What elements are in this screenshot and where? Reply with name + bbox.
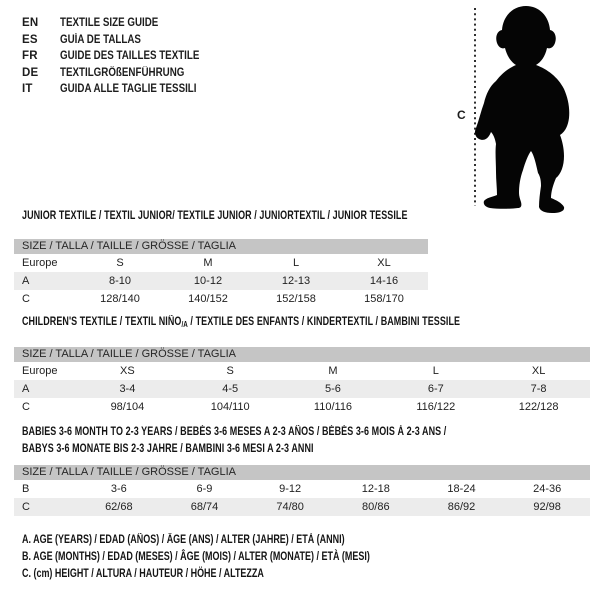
value-cell: 10-12 [193,275,223,287]
babies-title-line1: BABIES 3-6 MONTH TO 2-3 YEARS / BEBÉS 3-6 MESES A 2-3 AÑOS / BÉBÉS 3-6 MOIS À 2-3 ANS / [22,426,447,438]
value-cell: 86/92 [447,501,476,513]
value-cell: 80/86 [362,501,390,513]
language-code: IT [22,83,33,95]
language-code: DE [22,66,39,79]
row-label: A [22,275,30,287]
size-cell: S [226,365,234,377]
footnote-legend [22,532,370,583]
size-header-bar: SIZE / TALLA / TAILLE / GRÖSSE / TAGLIA [14,239,428,254]
babies-size-table [14,465,590,516]
size-cell: M [203,257,213,269]
table-row [14,272,428,290]
value-cell: 12-13 [281,275,311,287]
value-cell: 14-16 [369,275,399,287]
children-table-title [22,316,460,329]
value-cell: 152/158 [276,293,316,305]
value-cell: 104/110 [210,401,250,413]
value-cell: 122/128 [518,401,559,413]
babies-title-line2: BABYS 3-6 MONATE BIS 2-3 JAHRE / BAMBINI 3-6 MESI A 2-3 ANNI [22,443,314,455]
value-cell: 8-10 [108,275,132,287]
language-row [22,32,224,49]
size-cell: L [432,365,439,377]
value-cell: 128/140 [100,293,140,305]
language-title: GUIDA ALLE TAGLIE TESSILI [60,83,197,95]
table-row [14,498,590,516]
language-code: ES [22,33,38,46]
table-row [14,398,590,416]
footnote-a: A. AGE (YEARS) / EDAD (AÑOS) / ÂGE (ANS) / ALTER (JAHRE) / ETÀ (ANNI) [22,534,345,546]
language-title: TEXTILGRÖßENFÜHRUNG [60,66,185,79]
size-header-bar: SIZE / TALLA / TAILLE / GRÖSSE / TAGLIA [14,347,590,362]
row-label: A [22,383,30,395]
value-cell: 18-24 [447,483,476,495]
value-cell: 68/74 [190,501,219,513]
children-size-table [14,347,590,416]
size-cell: XL [531,365,546,377]
table-row [14,480,590,498]
row-label: C [22,401,30,413]
value-cell: 9-12 [279,483,302,495]
value-cell: 6-9 [196,483,213,495]
value-cell: 3-6 [110,483,127,495]
baby-silhouette [475,6,569,213]
children-title-subscript: /A [181,320,188,329]
junior-table-title: JUNIOR TEXTILE / TEXTIL JUNIOR/ TEXTILE JUNIOR / JUNIORTEXTIL / JUNIOR TESSILE [22,210,408,222]
table-row [14,254,428,272]
table-row [14,362,590,380]
language-title: GUÍA DE TALLAS [60,33,141,46]
language-title: TEXTILE SIZE GUIDE [60,17,159,29]
language-list [22,15,224,98]
height-measure-label: C [457,108,466,122]
size-header-bar: SIZE / TALLA / TAILLE / GRÖSSE / TAGLIA [14,465,590,480]
value-cell: 5-6 [325,383,341,395]
value-cell: 74/80 [276,501,304,513]
children-title-part1: CHILDREN'S TEXTILE / TEXTIL NIÑO [22,316,182,328]
size-cell: XS [120,365,135,377]
size-cell: M [328,365,338,377]
row-label: C [22,501,30,513]
children-title-part2: / TEXTILE DES ENFANTS / KINDERTEXTIL / BAMBINI TESSILE [187,316,461,328]
table-row [14,290,428,308]
row-label: B [22,483,30,495]
value-cell: 140/152 [188,293,228,305]
size-cell: XL [377,257,391,269]
row-label: C [22,293,30,305]
size-figure [452,0,600,215]
value-cell: 158/170 [364,293,404,305]
babies-table-title [22,424,446,458]
baby-silhouette-svg [452,0,600,215]
value-cell: 116/122 [416,401,456,413]
value-cell: 7-8 [530,383,547,395]
value-cell: 3-4 [119,383,136,395]
language-row [22,81,224,98]
value-cell: 4-5 [222,383,239,395]
value-cell: 12-18 [361,483,390,495]
value-cell: 6-7 [427,383,444,395]
value-cell: 110/116 [313,401,353,413]
language-title: GUIDE DES TAILLES TEXTILE [60,50,200,62]
row-label: Europe [22,365,58,377]
language-row [22,65,224,82]
value-cell: 62/68 [105,501,133,513]
row-label: Europe [22,257,58,269]
value-cell: 92/98 [533,501,561,513]
language-row [22,15,224,32]
size-cell: S [116,257,124,269]
language-row [22,48,224,65]
language-code: EN [22,17,39,29]
junior-size-table [14,239,428,308]
footnote-b: B. AGE (MONTHS) / EDAD (MESES) / ÂGE (MOIS) / ALTER (MONATE) / ETÀ (MESI) [22,551,370,563]
footnote-c: C. (cm) HEIGHT / ALTURA / HAUTEUR / HÖHE / ALTEZZA [22,568,264,580]
language-code: FR [22,50,38,62]
table-row [14,380,590,398]
value-cell: 98/104 [110,401,145,413]
size-cell: L [292,257,300,269]
value-cell: 24-36 [533,483,562,495]
